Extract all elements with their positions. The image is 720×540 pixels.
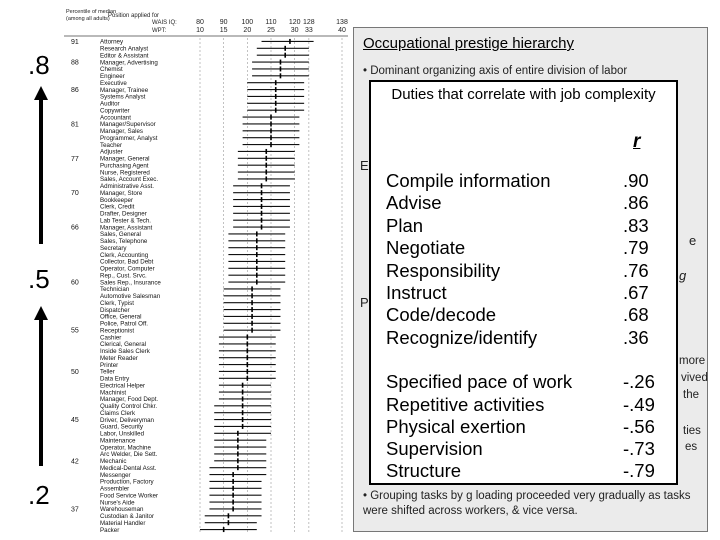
wpt-label: WPT: <box>152 28 167 34</box>
occupation-label: Material Handler <box>100 519 146 527</box>
duty-label: Compile information <box>386 170 551 191</box>
percentile-label: 66 <box>71 224 79 232</box>
occupation-label: Nurse, Registered <box>100 169 150 177</box>
percentile-label: 50 <box>71 368 79 376</box>
occupation-label: Bookkeeper <box>100 196 134 204</box>
duty-label: Supervision <box>386 438 483 459</box>
occupation-label: Copywriter <box>100 107 130 115</box>
occupation-label: Operator, Machine <box>100 444 151 452</box>
duties-title: Duties that correlate with job complexity <box>391 86 656 103</box>
occupation-label: Engineer <box>100 73 125 81</box>
percentile-label: 88 <box>71 59 79 67</box>
duty-r-value: -.73 <box>623 438 655 459</box>
percentile-header: Percentile of median <box>66 9 117 15</box>
wpt-tick-label: 20 <box>243 27 252 34</box>
occupation-label: Attorney <box>100 38 124 46</box>
occupation-label: Manager, Assistant <box>100 224 153 232</box>
duty-r-value: .83 <box>623 215 649 236</box>
wpt-tick-label: 10 <box>196 27 204 34</box>
occupation-label: Assembler <box>100 485 130 493</box>
occupation-label: Mechanic <box>100 458 127 466</box>
position-header: Position applied for <box>108 13 160 19</box>
occupation-label: Quality Control Chkr. <box>100 403 158 411</box>
percentile-header-sub: (among all adults) <box>66 16 110 22</box>
wpt-tick-label: 15 <box>219 27 228 34</box>
level-low: .2 <box>28 480 50 510</box>
occupation-label: Medical-Dental Asst. <box>100 464 157 472</box>
duty-label: Specified pace of work <box>386 371 573 392</box>
duty-label: Repetitive activities <box>386 394 545 415</box>
panel-fragment-es: es <box>685 441 698 453</box>
percentile-label: 70 <box>71 190 79 198</box>
occupation-label: Purchasing Agent <box>100 162 149 170</box>
occupation-label: Secretary <box>100 244 127 252</box>
wais-tick-label: 90 <box>219 19 228 26</box>
panel-fragment-g: g <box>679 268 687 283</box>
duty-label: Structure <box>386 460 462 481</box>
wais-tick-label: 110 <box>265 19 277 26</box>
panel-fragment-more: more <box>679 355 706 367</box>
up-arrow-icon <box>34 86 48 244</box>
occupation-label: Dispatcher <box>100 306 130 314</box>
percentile-label: 60 <box>71 279 79 287</box>
occupation-label: Chemist <box>100 66 123 74</box>
percentile-label: 45 <box>71 417 79 425</box>
occupation-label: Food Service Worker <box>100 492 158 500</box>
duty-label: Advise <box>386 192 442 213</box>
duty-label: Physical exertion <box>386 416 526 437</box>
wpt-tick-label: 40 <box>338 27 346 34</box>
occupation-label: Research Analyst <box>100 45 149 53</box>
occupation-label: Manager, Store <box>100 189 143 197</box>
percentile-label: 42 <box>71 458 79 466</box>
occupation-label: Warehouseman <box>100 506 144 514</box>
panel-fragment-ties: ties <box>683 425 701 437</box>
occupation-label: Manager, General <box>100 155 150 163</box>
occupation-label: Drafter, Designer <box>100 210 147 218</box>
occupation-label: Executive <box>100 79 127 87</box>
occupation-label: Clerk, Credit <box>100 203 135 211</box>
occupation-label: Auditor <box>100 100 120 108</box>
occupation-label: Manager/Supervisor <box>100 121 156 129</box>
occupation-label: Police, Patrol Off. <box>100 320 149 328</box>
duty-r-value: -.56 <box>623 416 655 437</box>
occupation-label: Data Entry <box>100 375 130 383</box>
occupation-label: Teller <box>100 368 115 376</box>
occupation-label: Collector, Bad Debt <box>100 258 154 266</box>
up-arrow-icon <box>34 306 48 466</box>
level-high: .8 <box>28 50 50 80</box>
occupation-label: Printer <box>100 361 119 369</box>
percentile-label: 81 <box>71 121 79 129</box>
panel-fragment-e-tail: e <box>689 233 697 248</box>
duty-r-value: .76 <box>623 260 649 281</box>
r-column-header: r <box>633 131 641 152</box>
occupation-label: Packer <box>100 526 120 534</box>
panel-bullet-1: • Dominant organizing axis of entire division of labor <box>363 65 628 77</box>
occupation-label: Administrative Asst. <box>100 183 154 191</box>
occupation-label: Machinist <box>100 389 127 397</box>
wais-tick-label: 80 <box>196 19 204 26</box>
occupation-label: Automotive Salesman <box>100 293 161 301</box>
panel-bullet-last: • Grouping tasks by g loading proceeded very gradually as tasks were shifted across workers, & vice versa. <box>363 490 691 517</box>
occupation-label: Production, Factory <box>100 478 154 486</box>
occupation-label: Meter Reader <box>100 354 138 362</box>
duty-label: Negotiate <box>386 237 466 258</box>
occupation-label: Labor, Unskilled <box>100 430 145 438</box>
occupation-label: Systems Analyst <box>100 93 146 101</box>
occupation-label: Clerk, Accounting <box>100 251 149 259</box>
occupation-label: Office, General <box>100 313 142 321</box>
wpt-tick-label: 30 <box>290 27 299 34</box>
panel-fragment-the: the <box>683 389 699 401</box>
occupation-label: Teacher <box>100 141 123 149</box>
duty-r-value: .86 <box>623 192 649 213</box>
occupation-label: Guard, Security <box>100 423 143 431</box>
percentile-label: 86 <box>71 87 79 95</box>
occupation-label: Clerical, General <box>100 341 147 349</box>
panel-fragment-vived: vived <box>681 372 708 384</box>
occupation-label: Sales Rep., Insurance <box>100 279 161 287</box>
panel-fragment-p: P <box>360 295 369 310</box>
duty-r-value: -.79 <box>623 460 655 481</box>
duty-r-value: .36 <box>623 327 649 348</box>
occupation-label: Accountant <box>100 114 131 122</box>
level-mid: .5 <box>28 264 50 294</box>
duty-label: Responsibility <box>386 260 501 281</box>
wais-label: WAIS IQ: <box>152 20 177 26</box>
occupation-label: Manager, Trainee <box>100 86 149 94</box>
wais-tick-label: 138 <box>336 19 348 26</box>
occupation-label: Lab Tester & Tech. <box>100 217 152 225</box>
occupation-label: Editor & Assistant <box>100 52 149 60</box>
percentile-label: 55 <box>71 327 79 335</box>
occupation-label: Adjuster <box>100 148 123 156</box>
occupation-label: Sales, General <box>100 231 141 239</box>
percentile-label: 77 <box>71 155 79 163</box>
occupation-label: Nurse's Aide <box>100 499 135 507</box>
duty-r-value: -.26 <box>623 371 655 392</box>
occupation-label: Clerk, Typist <box>100 299 134 307</box>
occupation-label: Custodian & Janitor <box>100 513 154 521</box>
wais-tick-label: 100 <box>241 19 254 26</box>
side-level-markers <box>0 0 60 540</box>
occupation-label: Inside Sales Clerk <box>100 348 150 356</box>
occupation-label: Rep., Cust. Srvc. <box>100 272 147 280</box>
duty-label: Plan <box>386 215 424 236</box>
duties-correlation-box <box>369 80 678 485</box>
occupation-label: Arc Welder, Die Sett. <box>100 451 158 459</box>
occupation-label: Maintenance <box>100 437 136 445</box>
percentile-label: 91 <box>71 38 79 46</box>
percentile-label: 37 <box>71 506 79 514</box>
duty-r-value: .68 <box>623 304 649 325</box>
duty-label: Instruct <box>386 282 447 303</box>
wpt-tick-label: 25 <box>267 27 275 34</box>
duty-r-value: .90 <box>623 170 649 191</box>
occupation-label: Sales, Account Exec. <box>100 176 159 184</box>
duty-label: Recognize/identify <box>386 327 538 348</box>
panel-title: Occupational prestige hierarchy <box>363 35 574 52</box>
duty-r-value: .79 <box>623 237 649 258</box>
occupation-label: Messenger <box>100 471 131 479</box>
occupation-label: Driver, Deliveryman <box>100 416 154 424</box>
wais-tick-label: 120 <box>288 19 301 26</box>
occupation-label: Operator, Computer <box>100 265 155 273</box>
panel-fragment-e: E <box>360 158 369 173</box>
occupation-label: Manager, Advertising <box>100 59 158 67</box>
occupation-label: Programmer, Analyst <box>100 134 158 142</box>
occupation-label: Sales, Telephone <box>100 238 148 246</box>
duty-r-value: -.49 <box>623 394 655 415</box>
duty-r-value: .67 <box>623 282 649 303</box>
wais-tick-label: 128 <box>303 19 315 26</box>
occupation-label: Receptionist <box>100 327 135 335</box>
duty-label: Code/decode <box>386 304 497 325</box>
occupation-label: Electrical Helper <box>100 382 146 390</box>
occupation-label: Claims Clerk <box>100 409 136 417</box>
occupation-label: Manager, Sales <box>100 128 143 136</box>
wpt-tick-label: 33 <box>304 27 313 34</box>
occupation-label: Cashier <box>100 334 122 342</box>
occupation-label: Manager, Food Dept. <box>100 396 159 404</box>
occupation-label: Technician <box>100 286 130 294</box>
